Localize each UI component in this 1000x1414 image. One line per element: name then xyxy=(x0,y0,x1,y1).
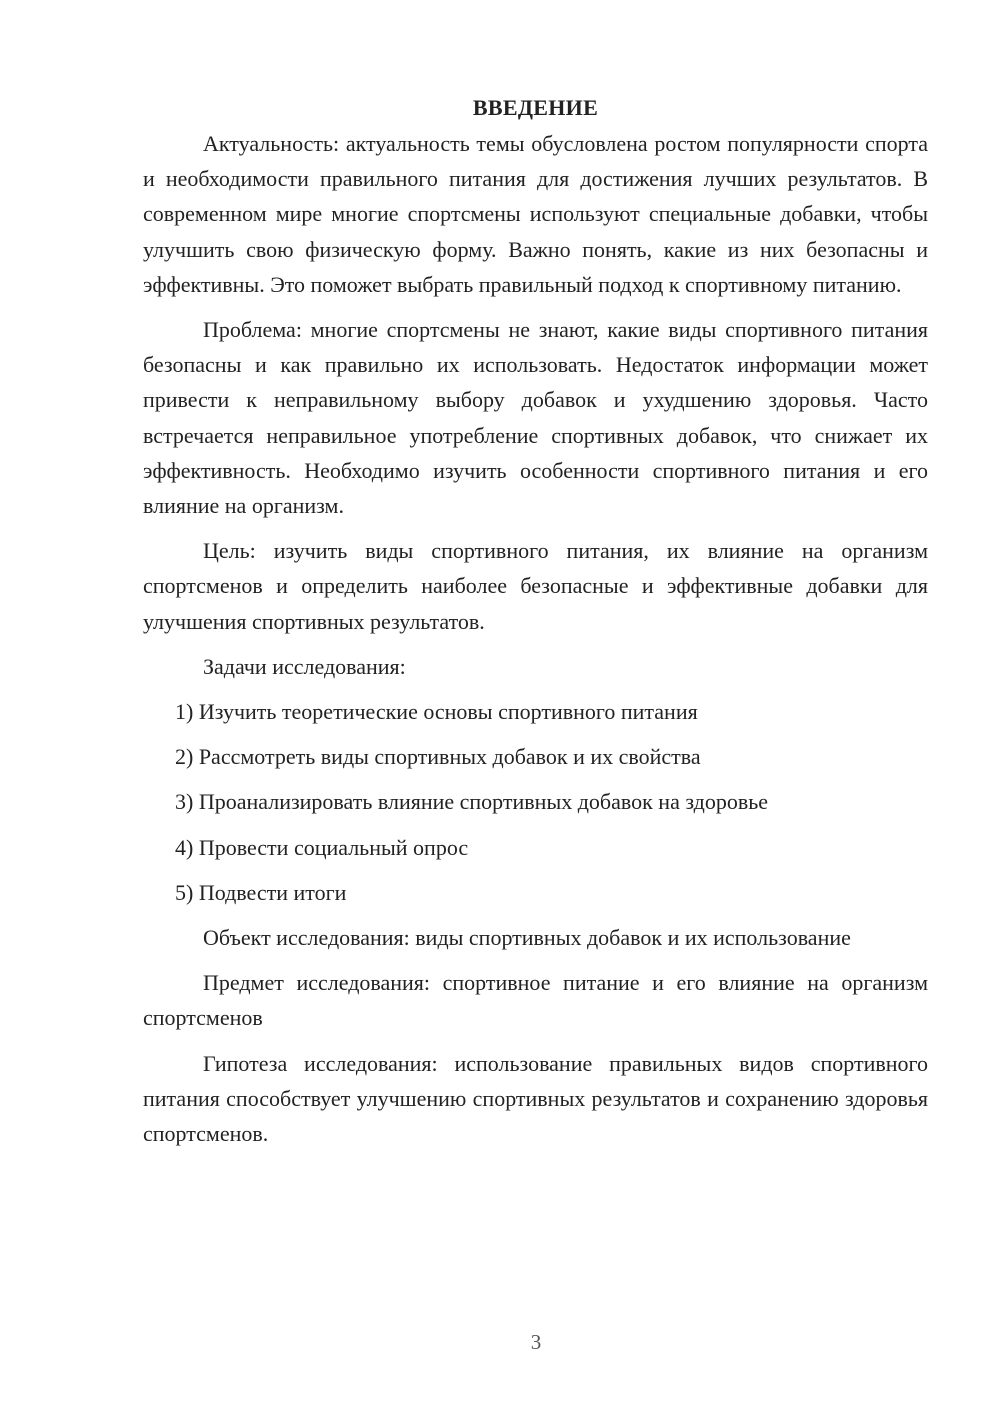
page-number: 3 xyxy=(530,1330,542,1354)
task-item: 3) Проанализировать влияние спортивных добавок на здоровье xyxy=(175,789,769,815)
object-paragraph: Объект исследования: виды спортивных добавок и их использование xyxy=(203,925,851,951)
tasks-heading: Задачи исследования: xyxy=(203,653,406,679)
relevance-paragraph: Актуальность: актуальность темы обусловлена ростом популярности спорта и необходимости правильного питания для достижения лучших результатов. В современном мире многие спортсмены используют специальные добавки, чтобы улучшить свою физическую форму. Важно понять, какие из них безопасны и эффективны. Это поможет выбрать правильный подход к спортивному питанию. xyxy=(143,131,928,297)
goal-paragraph: Цель: изучить виды спортивного питания, их влияние на организм спортсменов и определить наиболее безопасные и эффективные добавки для улучшения спортивных результатов. xyxy=(143,538,928,634)
hypothesis-paragraph: Гипотеза исследования: использование правильных видов спортивного питания способствует улучшению спортивных результатов и сохранению здоровья спортсменов. xyxy=(143,1050,928,1147)
task-list xyxy=(143,694,928,910)
document-page xyxy=(143,90,928,1161)
task-item: 4) Провести социальный опрос xyxy=(175,834,469,860)
subject-paragraph: Предмет исследования: спортивное питание и его влияние на организм спортсменов xyxy=(143,970,928,1031)
problem-paragraph: Проблема: многие спортсмены не знают, какие виды спортивного питания безопасны и как правильно их использовать. Недостаток информации может привести к неправильному выбору добавок и ухудшению здоровья. Часто встречается неправильное употребление спортивных добавок, что снижает их эффективность. Необходимо изучить особенности спортивного питания и его влияние на организм. xyxy=(143,317,928,519)
task-item: 5) Подвести итоги xyxy=(175,879,347,905)
task-item: 2) Рассмотреть виды спортивных добавок и их свойства xyxy=(175,744,701,770)
task-item: 1) Изучить теоретические основы спортивного питания xyxy=(175,699,698,725)
section-title: ВВЕДЕНИЕ xyxy=(472,95,599,120)
